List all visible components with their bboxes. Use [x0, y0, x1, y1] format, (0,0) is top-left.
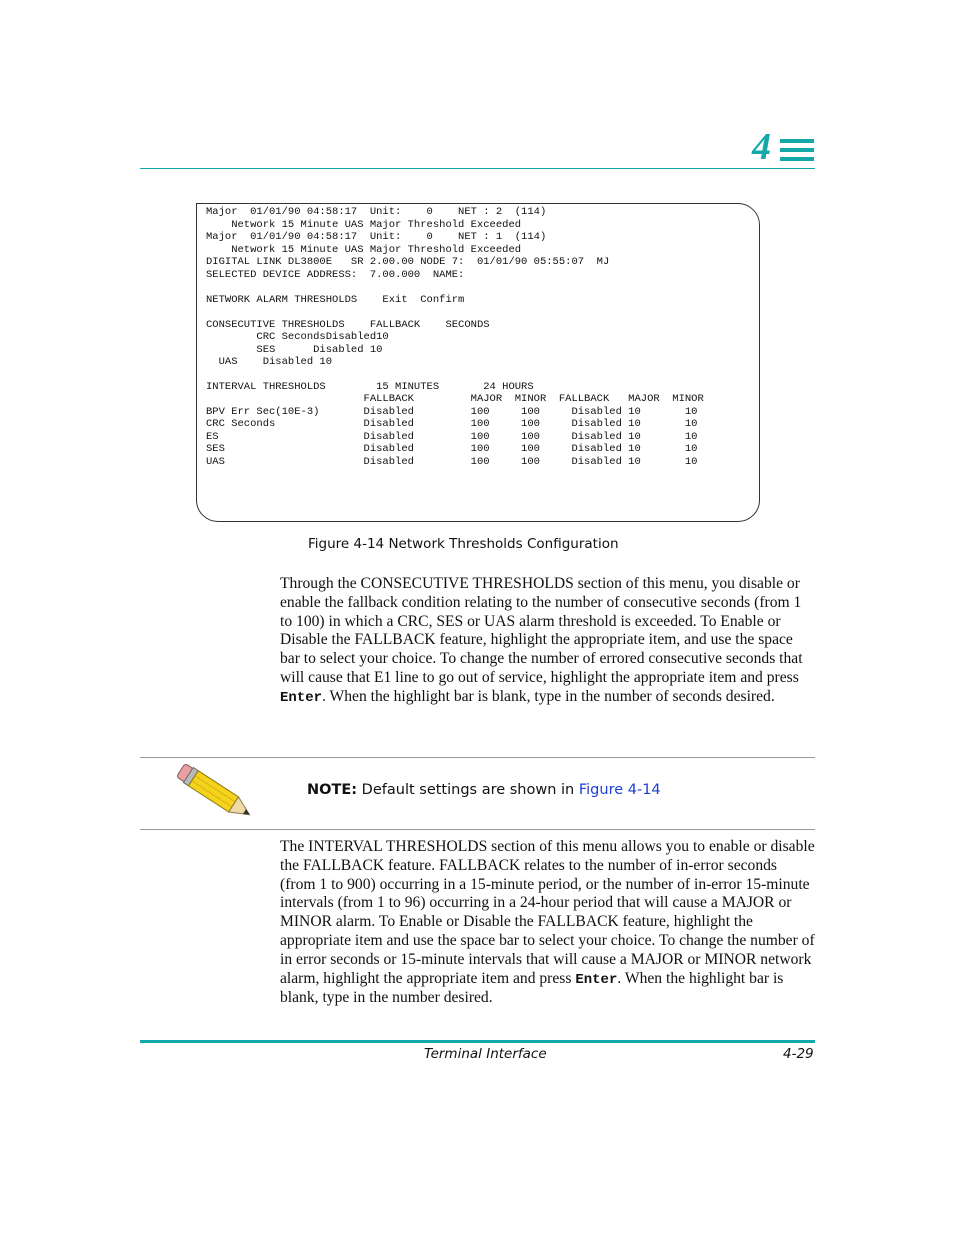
figure-link[interactable]: Figure 4-14 [578, 782, 661, 798]
chapter-number: 4 [752, 126, 771, 168]
body-paragraph-interval [280, 838, 815, 1008]
note-top-rule [140, 757, 815, 758]
terminal-line: Major 01/01/90 04:58:17 Unit: 0 NET : 1 (114) [206, 231, 547, 243]
terminal-line: DIGITAL LINK DL3800E SR 2.00.00 NODE 7: 01/01/90 05:55:07 MJ [206, 256, 610, 268]
chapter-bars-icon [780, 139, 814, 166]
terminal-line: BPV Err Sec(10E-3) Disabled 100 100 Disabled 10 10 [206, 406, 698, 418]
note-text [307, 782, 661, 798]
page-number: 4-29 [783, 1046, 814, 1062]
terminal-line: CRC Seconds Disabled 100 100 Disabled 10 10 [206, 418, 698, 430]
paragraph-text: The INTERVAL THRESHOLDS section of this menu allows you to enable or disable the FALLBACK feature. FALLBACK relates to the number of in-error seconds (from 1 to 900) occurring in a 15-minute period, or the number of in-error 15-minute intervals (from 1 to 96) occurring in a 24-hour period that will cause a MAJOR or MINOR alarm. To Enable or Disable the FALLBACK feature, highlight the appropriate item and use the space bar to select your choice. To change the number of in error seconds or 15-minute intervals that will cause a MAJOR or MINOR network alarm, highlight the appropriate item and press [280, 838, 815, 987]
note-label: NOTE: [307, 782, 358, 798]
enter-key-code: Enter [280, 689, 323, 706]
footer-section-title: Terminal Interface [424, 1046, 547, 1062]
terminal-line: Network 15 Minute UAS Major Threshold Exceeded [206, 219, 522, 231]
paragraph-text: Through the CONSECUTIVE THRESHOLDS section of this menu, you disable or enable the fallback condition relating to the number of consecutive seconds (from 1 to 100) in which a CRC, SES or UAS alarm threshold is exceeded. To Enable or Disable the FALLBACK feature, highlight the appropriate item, and use the space bar to select your choice. To change the number of errored consecutive seconds that will cause that E1 line to go out of service, highlight the appropriate item and press [280, 575, 803, 686]
terminal-line: UAS Disabled 10 [206, 356, 333, 368]
terminal-line: INTERVAL THRESHOLDS 15 MINUTES 24 HOURS [206, 381, 534, 393]
note-bottom-rule [140, 829, 815, 830]
terminal-line: Major 01/01/90 04:58:17 Unit: 0 NET : 2 (114) [206, 206, 547, 218]
note-body: Default settings are shown in [357, 782, 579, 798]
enter-key-code: Enter [575, 971, 618, 988]
terminal-line: ES Disabled 100 100 Disabled 10 10 [206, 431, 698, 443]
terminal-line: NETWORK ALARM THRESHOLDS Exit Confirm [206, 294, 465, 306]
paragraph-text: . When the highlight bar is blank, type in the number desired. [280, 969, 784, 1007]
chapter-rule [140, 168, 815, 169]
figure-caption: Figure 4-14 Network Thresholds Configuration [308, 536, 619, 552]
terminal-line: UAS Disabled 100 100 Disabled 10 10 [206, 456, 698, 468]
terminal-line: CRC SecondsDisabled10 [206, 331, 389, 343]
terminal-line: Network 15 Minute UAS Major Threshold Exceeded [206, 244, 522, 256]
terminal-line: FALLBACK MAJOR MINOR FALLBACK MAJOR MINOR [206, 393, 704, 405]
footer-rule [140, 1040, 815, 1043]
pencil-icon [172, 764, 260, 822]
paragraph-text: . When the highlight bar is blank, type in the number of seconds desired. [322, 687, 775, 705]
terminal-line: SES Disabled 10 [206, 344, 383, 356]
body-paragraph-consecutive [280, 575, 815, 708]
terminal-line: SES Disabled 100 100 Disabled 10 10 [206, 443, 698, 455]
terminal-line: SELECTED DEVICE ADDRESS: 7.00.000 NAME: [206, 269, 465, 281]
terminal-line: CONSECUTIVE THRESHOLDS FALLBACK SECONDS [206, 319, 490, 331]
